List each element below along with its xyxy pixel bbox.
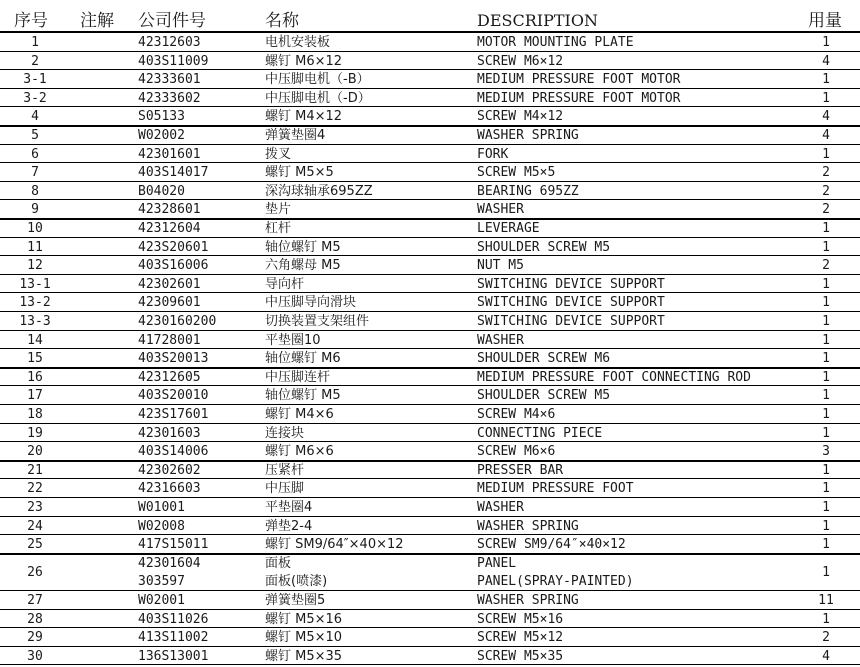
cell-description: SHOULDER SCREW M5 [477,388,611,404]
cell-name: 轴位螺钉 M5 [265,388,341,404]
cell-name: 电机安装板 [265,35,331,50]
table-row [0,200,860,219]
cell-name: 螺钉 SM9/64″×40×12 [265,537,404,553]
cell-description: SCREW M6×6 [477,444,556,460]
cell-description: MEDIUM PRESSURE FOOT CONNECTING ROD [477,369,751,385]
cell-name: 轴位螺钉 M6 [265,351,341,367]
cell-part-no: 42302601 [138,276,201,292]
cell-part-no: 417S15011 [138,537,209,553]
cell-qty: 4 [822,648,830,664]
table-row [0,479,860,498]
cell-seq: 5 [31,128,39,143]
cell-seq: 3-1 [23,72,47,88]
cell-name: 中压脚电机（-B） [265,72,370,88]
cell-name: 螺钉 M4×12 [265,109,343,125]
cell-part-no: W01001 [138,500,185,515]
cell-seq: 13-2 [19,295,51,311]
cell-seq: 15 [27,351,43,367]
cell-qty: 1 [822,518,830,534]
cell-qty: 1 [822,239,830,255]
cell-qty: 1 [822,565,830,581]
cell-name: 中压脚 [265,481,305,497]
cell-seq: 10 [27,221,43,236]
cell-part-no: 403S14017 [138,165,209,181]
cell-seq: 21 [27,462,43,478]
table-row [0,386,860,405]
cell-description: SWITCHING DEVICE SUPPORT [477,295,665,311]
cell-qty: 4 [822,109,830,125]
cell-seq: 25 [27,537,43,553]
table-row [0,610,860,629]
cell-seq: 17 [27,388,43,404]
cell-qty: 1 [822,388,830,404]
cell-name: 六角螺母 M5 [265,258,341,274]
cell-description: WASHER [477,332,524,348]
table-row [0,89,860,108]
cell-part-no: 403S14006 [138,444,209,460]
table-row [0,52,860,71]
cell-seq: 13-3 [19,314,51,329]
cell-name: 平垫圈4 [265,500,313,515]
cell-name: 中压脚电机（-D） [265,90,371,106]
cell-qty: 1 [822,425,830,441]
cell-seq: 20 [27,444,43,460]
cell-description: WASHER SPRING [477,593,579,608]
cell-qty: 1 [822,146,830,162]
cell-part-no: 403S20010 [138,388,209,404]
cell-part-no: 403S11026 [138,611,209,627]
header-description: DESCRIPTION [477,11,598,30]
cell-qty: 1 [822,35,830,50]
cell-part-no: 42328601 [138,202,201,218]
cell-seq: 29 [27,630,43,646]
cell-part-no: W02008 [138,518,185,534]
table-row [0,424,860,443]
table-row [0,647,860,666]
header-qty: 用量 [808,11,842,31]
cell-description: MEDIUM PRESSURE FOOT MOTOR [477,72,681,88]
cell-qty: 2 [822,165,830,181]
cell-seq: 26 [27,565,43,581]
cell-part-no: W02001 [138,593,185,608]
cell-name: 切换装置支架组件 [265,314,370,329]
cell-part-no-2: 303597 [138,574,185,590]
cell-part-no: 42302602 [138,462,201,478]
cell-description: CONNECTING PIECE [477,425,603,441]
cell-seq: 13-1 [19,276,51,292]
table-row [0,238,860,257]
cell-part-no: 413S11002 [138,630,209,646]
cell-qty: 1 [822,407,830,422]
table-row [0,554,860,591]
cell-name: 螺钉 M6×12 [265,53,343,69]
cell-qty: 2 [822,183,830,199]
cell-seq: 1 [31,35,39,50]
cell-qty: 2 [822,630,830,646]
cell-qty: 1 [822,611,830,627]
table-row [0,163,860,182]
header-note: 注解 [80,11,114,31]
table-row [0,331,860,350]
table-row [0,219,860,238]
header-name: 名称 [265,11,299,31]
cell-seq: 14 [27,332,43,348]
table-row [0,70,860,89]
cell-part-no: 42312603 [138,35,201,50]
table-row [0,182,860,201]
table-row [0,107,860,126]
table-row [0,628,860,647]
cell-part-no: 136S13001 [138,648,209,664]
cell-part-no: 42333602 [138,90,201,106]
cell-part-no: 42312605 [138,369,201,385]
cell-name: 螺钉 M5×16 [265,611,343,627]
cell-name: 弹簧垫圈4 [265,128,326,143]
cell-seq: 30 [27,648,43,664]
cell-part-no: 42333601 [138,72,201,88]
table-row [0,256,860,275]
cell-qty: 1 [822,276,830,292]
cell-qty: 1 [822,481,830,497]
cell-name: 螺钉 M5×35 [265,648,343,664]
cell-description: LEVERAGE [477,221,540,236]
cell-description: WASHER [477,202,524,218]
cell-qty: 1 [822,295,830,311]
cell-seq: 19 [27,425,43,441]
table-row [0,145,860,164]
cell-name: 中压脚连杆 [265,369,331,385]
cell-name: 垫片 [265,202,292,218]
header-part-no: 公司件号 [138,11,206,31]
cell-qty: 3 [822,444,830,460]
table-row [0,293,860,312]
cell-seq: 3-2 [23,90,47,106]
cell-qty: 1 [822,351,830,367]
cell-seq: 9 [31,202,39,218]
table-row [0,591,860,610]
cell-part-no: 42301603 [138,425,201,441]
cell-name: 拨叉 [265,146,292,162]
cell-description: WASHER SPRING [477,128,579,143]
cell-name: 轴位螺钉 M5 [265,239,341,255]
header-seq: 序号 [14,11,48,31]
cell-seq: 12 [27,258,43,274]
cell-seq: 2 [31,53,39,69]
cell-description: SCREW M5×16 [477,611,564,627]
cell-seq: 22 [27,481,43,497]
cell-part-no: 42301604 [138,555,201,571]
cell-description: PRESSER BAR [477,462,564,478]
cell-part-no: 42301601 [138,146,201,162]
cell-part-no: S05133 [138,109,185,125]
cell-seq: 6 [31,146,39,162]
cell-qty: 2 [822,202,830,218]
cell-description: SWITCHING DEVICE SUPPORT [477,276,665,292]
cell-description: SCREW M4×6 [477,407,556,422]
cell-description: MOTOR MOUNTING PLATE [477,35,634,50]
table-row [0,535,860,554]
cell-part-no: B04020 [138,183,185,199]
cell-description: SWITCHING DEVICE SUPPORT [477,314,665,329]
cell-seq: 23 [27,500,43,515]
cell-name: 压紧杆 [265,462,305,478]
cell-name: 螺钉 M6×6 [265,444,334,460]
cell-name: 中压脚导向滑块 [265,295,357,311]
table-row [0,312,860,331]
cell-part-no: 4230160200 [138,314,217,329]
cell-name: 弹簧垫圈5 [265,593,326,608]
table-row [0,275,860,294]
table-row [0,461,860,480]
cell-description: SCREW SM9/64″×40×12 [477,537,626,553]
cell-seq: 18 [27,407,43,422]
cell-description: BEARING 695ZZ [477,183,579,199]
cell-description: NUT M5 [477,258,524,274]
table-row [0,498,860,517]
cell-part-no: W02002 [138,128,185,143]
cell-name: 弹垫2-4 [265,518,313,534]
cell-description: SCREW M5×5 [477,165,556,181]
cell-name: 连接块 [265,425,305,441]
cell-description: SCREW M5×35 [477,648,564,664]
cell-description: SHOULDER SCREW M5 [477,239,611,255]
cell-name: 螺钉 M4×6 [265,407,334,422]
cell-qty: 1 [822,500,830,515]
cell-part-no: 42309601 [138,295,201,311]
cell-name: 杠杆 [265,221,292,236]
cell-part-no: 403S20013 [138,351,209,367]
table-row [0,517,860,536]
cell-seq: 24 [27,518,43,534]
cell-seq: 16 [27,369,43,385]
cell-seq: 4 [31,109,39,125]
cell-description: MEDIUM PRESSURE FOOT MOTOR [477,90,681,106]
cell-qty: 4 [822,128,830,143]
cell-name: 深沟球轴承695ZZ [265,183,373,199]
cell-qty: 1 [822,90,830,106]
table-row [0,349,860,368]
cell-description: MEDIUM PRESSURE FOOT [477,481,634,497]
cell-description: FORK [477,146,509,162]
table-row [0,33,860,52]
cell-name: 螺钉 M5×5 [265,165,334,181]
cell-description: SHOULDER SCREW M6 [477,351,611,367]
cell-part-no: 423S20601 [138,239,209,255]
cell-part-no: 42316603 [138,481,201,497]
cell-name: 螺钉 M5×10 [265,630,343,646]
cell-part-no: 403S16006 [138,258,209,274]
cell-seq: 28 [27,611,43,627]
cell-description: PANEL [477,555,517,571]
cell-seq: 7 [31,165,39,181]
row-rule [0,664,860,665]
cell-seq: 8 [31,183,39,199]
cell-qty: 1 [822,369,830,385]
cell-qty: 4 [822,53,830,69]
cell-part-no: 403S11009 [138,53,209,69]
cell-description: SCREW M5×12 [477,630,564,646]
table-row [0,126,860,145]
cell-description: WASHER SPRING [477,518,579,534]
cell-name: 导向杆 [265,276,305,292]
cell-seq: 27 [27,593,43,608]
cell-qty: 1 [822,72,830,88]
cell-qty: 11 [818,593,834,608]
cell-qty: 2 [822,258,830,274]
cell-name-2: 面板(喷漆) [265,574,328,590]
table-row [0,442,860,461]
table-row [0,368,860,387]
cell-description: SCREW M6×12 [477,53,564,69]
cell-seq: 11 [27,239,43,255]
cell-qty: 1 [822,537,830,553]
cell-name: 平垫圈10 [265,332,321,348]
cell-qty: 1 [822,221,830,236]
cell-part-no: 423S17601 [138,407,209,422]
cell-qty: 1 [822,332,830,348]
cell-qty: 1 [822,314,830,329]
cell-description: WASHER [477,500,524,515]
cell-part-no: 42312604 [138,221,201,236]
cell-description: SCREW M4×12 [477,109,564,125]
table-row [0,405,860,424]
cell-description-2: PANEL(SPRAY-PAINTED) [477,574,634,590]
cell-part-no: 41728001 [138,332,201,348]
cell-name: 面板 [265,555,292,571]
cell-qty: 1 [822,462,830,478]
